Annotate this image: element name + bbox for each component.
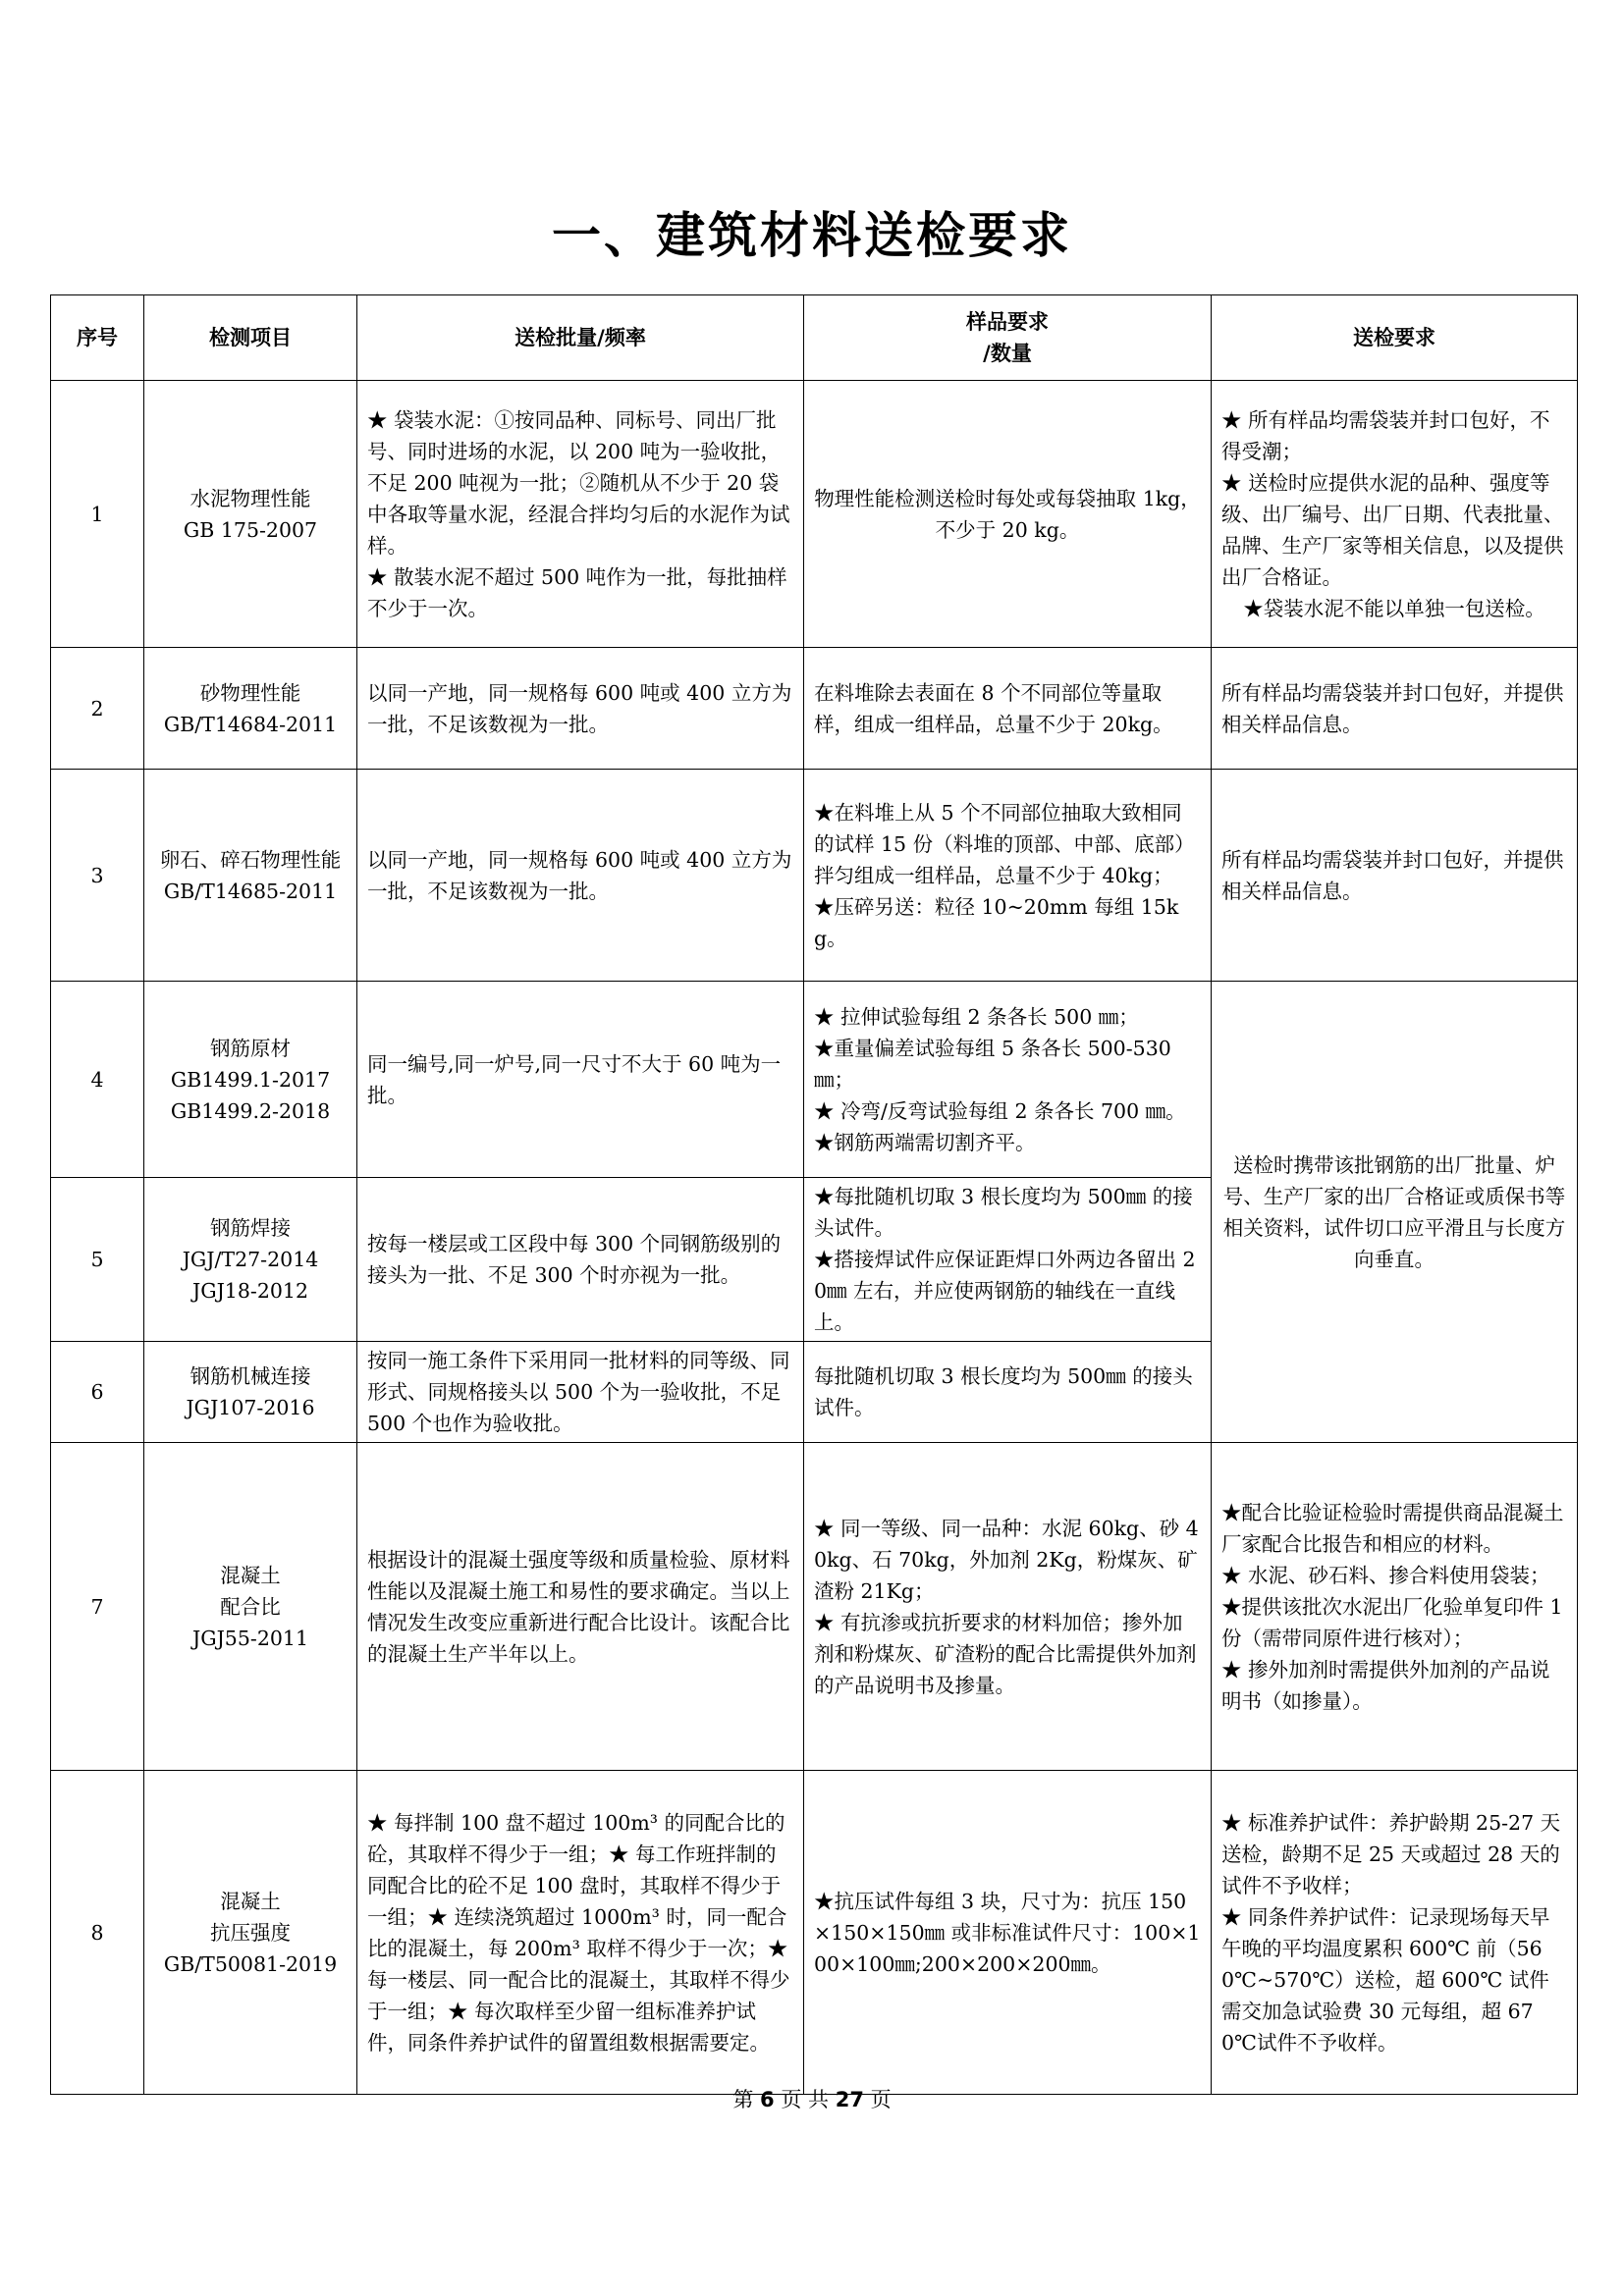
sample-line: ★ 有抗渗或抗折要求的材料加倍；掺外加剂和粉煤灰、矿渣粉的配合比需提供外加剂的产品说明书及掺量。 [814,1610,1197,1697]
cell-item [144,1443,357,1771]
item-line: JGJ107-2016 [186,1396,315,1419]
item-line: JGJ18-2012 [192,1279,308,1303]
sample-line: ★搭接焊试件应保证距焊口外两边各留出 20㎜ 左右，并应使两钢筋的轴线在一直线上。 [814,1248,1196,1334]
table-row [51,1771,1578,2095]
cell-requirement [1212,982,1578,1443]
footer-suffix: 页 [870,2088,892,2111]
item-line: JGJ55-2011 [192,1626,308,1650]
cell-no: 6 [51,1342,144,1443]
sample-line: 在料堆除去表面在 8 个不同部位等量取样，组成一组样品，总量不少于 20kg。 [814,680,1173,736]
item-line: GB1499.1-2017 [170,1067,331,1092]
cell-sample [804,381,1212,648]
cell-sample [804,770,1212,982]
cell-sample [804,982,1212,1178]
requirement-line: 所有样品均需袋装并封口包好，并提供相关样品信息。 [1221,680,1564,736]
requirement-line: 送检时携带该批钢筋的出厂批量、炉号、生产厂家的出厂合格证或质保书等相关资料，试件切口应平滑且与长度方向垂直。 [1222,1152,1566,1271]
cell-batch [357,648,804,770]
cell-item [144,770,357,982]
cell-requirement [1212,1443,1578,1771]
table-header-row [51,295,1578,381]
header-item: 检测项目 [144,295,357,381]
cell-no: 2 [51,648,144,770]
cell-batch [357,982,804,1178]
cell-sample [804,1342,1212,1443]
page-footer [0,2084,1624,2113]
sample-line: ★压碎另送：粒径 10~20mm 每组 15kg。 [814,894,1179,950]
item-line: GB1499.2-2018 [170,1098,331,1123]
cell-batch [357,1342,804,1443]
cell-no: 8 [51,1771,144,2095]
item-line: 抗压强度 [210,1920,291,1945]
item-line: JGJ/T27-2014 [182,1248,319,1271]
requirement-line: ★ 标准养护试件：养护龄期 25-27 天送检，龄期不足 25 天或超过 28 天的试件不予收样； [1221,1810,1561,1897]
item-line: 配合比 [220,1594,281,1619]
cell-batch [357,1443,804,1771]
cell-item [144,982,357,1178]
footer-page-number: 6 [760,2088,775,2111]
cell-sample [804,1771,1212,2095]
batch-line: ★ 散装水泥不超过 500 吨作为一批，每批抽样不少于一次。 [367,564,787,620]
cell-requirement [1212,770,1578,982]
header-batch: 送检批量/频率 [357,295,804,381]
cell-requirement [1212,648,1578,770]
batch-line: 同一编号,同一炉号,同一尺寸不大于 60 吨为一批。 [367,1051,782,1107]
item-line: 水泥物理性能 [189,486,311,510]
table-row [51,381,1578,648]
item-line: 混凝土 [220,1563,281,1587]
header-sample-line: 样品要求 [966,310,1049,334]
item-line: 砂物理性能 [199,680,301,705]
cell-sample [804,1178,1212,1342]
requirement-line: ★ 所有样品均需袋装并封口包好，不得受潮； [1221,407,1550,463]
batch-line: 按每一楼层或工区段中每 300 个同钢筋级别的接头为一批、不足 300 个时亦视为一批。 [367,1232,782,1287]
batch-line: ★ 每拌制 100 盘不超过 100m³ 的同配合比的砼，其取样不得少于一组；★ 每工作班拌制的同配合比的砼不足 100 盘时，其取样不得少于一组；★ 连续浇筑超过 1000m³ 时，同一配合比的混凝土，每 200m³ 取样不得少于一次；★ 每一楼层、同一配合比的混凝土，其取样不得少于一组；★ 每次取样至少留一组标准养护试件，同条件养护试件的留置组数根据需要定。 [367,1810,790,2055]
cell-item [144,1342,357,1443]
batch-line: 以同一产地，同一规格每 600 吨或 400 立方为一批，不足该数视为一批。 [367,847,792,903]
sample-line: ★抗压试件每组 3 块，尺寸为：抗压 150×150×150㎜ 或非标准试件尺寸：100×100×100㎜;200×200×200㎜。 [814,1889,1201,1976]
sample-line: 物理性能检测送检时每处或每袋抽取 1kg，不少于 20 kg。 [814,486,1201,542]
cell-item [144,648,357,770]
cell-batch [357,770,804,982]
page-title: 一、建筑材料送检要求 [552,207,1072,264]
cell-item [144,1178,357,1342]
cell-no: 1 [51,381,144,648]
requirement-line: ★ 掺外加剂时需提供外加剂的产品说明书（如掺量）。 [1221,1657,1550,1713]
sample-line: ★钢筋两端需切割齐平。 [814,1130,1036,1154]
requirement-line: ★袋装水泥不能以单独一包送检。 [1243,596,1545,620]
table-row [51,1443,1578,1771]
cell-requirement [1212,1771,1578,2095]
header-sample [804,295,1212,381]
sample-line: ★ 拉伸试验每组 2 条各长 500 ㎜； [814,1004,1139,1029]
header-sample-line: /数量 [983,342,1032,365]
sample-line: ★ 同一等级、同一品种：水泥 60kg、砂 40kg、石 70kg，外加剂 2Kg，粉煤灰、矿渣粉 21Kg； [814,1516,1199,1603]
item-line: 钢筋原材 [210,1036,291,1060]
cell-no: 7 [51,1443,144,1771]
table-row [51,982,1578,1178]
requirement-line: ★ 水泥、砂石料、掺合料使用袋装； [1221,1563,1550,1587]
requirement-line: ★提供该批次水泥出厂化验单复印件 1 份（需带同原件进行核对）； [1221,1594,1563,1650]
sample-line: 每批随机切取 3 根长度均为 500㎜ 的接头试件。 [814,1364,1193,1419]
cell-requirement [1212,381,1578,648]
sample-line: ★在料堆上从 5 个不同部位抽取大致相同的试样 15 份（料堆的顶部、中部、底部）拌匀组成一组样品，总量不少于 40kg； [814,800,1195,887]
requirement-line: 所有样品均需袋装并封口包好，并提供相关样品信息。 [1221,847,1564,903]
cell-no: 5 [51,1178,144,1342]
table-row [51,770,1578,982]
item-line: 钢筋机械连接 [189,1364,311,1388]
table-row [51,648,1578,770]
item-line: GB 175-2007 [183,517,318,542]
item-line: GB/T14684-2011 [163,712,338,736]
cell-sample [804,1443,1212,1771]
footer-total-pages: 27 [835,2088,864,2111]
batch-line: 以同一产地，同一规格每 600 吨或 400 立方为一批，不足该数视为一批。 [367,680,792,736]
cell-item [144,1771,357,2095]
requirement-line: ★ 送检时应提供水泥的品种、强度等级、出厂编号、出厂日期、代表批量、品牌、生产厂家等相关信息，以及提供出厂合格证。 [1221,470,1564,589]
footer-middle: 页 共 [781,2088,830,2111]
inspection-requirements-table [50,294,1578,2095]
cell-batch [357,381,804,648]
item-line: 卵石、碎石物理性能 [159,847,342,872]
sample-line: ★ 冷弯/反弯试验每组 2 条各长 700 ㎜。 [814,1098,1186,1123]
sample-line: ★重量偏差试验每组 5 条各长 500-530 ㎜； [814,1036,1171,1092]
item-line: GB/T50081-2019 [163,1951,338,1976]
cell-batch [357,1771,804,2095]
item-line: 混凝土 [220,1889,281,1913]
footer-prefix: 第 [732,2088,754,2111]
cell-item [144,381,357,648]
sample-line: ★每批随机切取 3 根长度均为 500㎜ 的接头试件。 [814,1185,1193,1240]
requirement-line: ★配合比验证检验时需提供商品混凝土厂家配合比报告和相应的材料。 [1221,1500,1564,1556]
header-no: 序号 [51,295,144,381]
cell-batch [357,1178,804,1342]
item-line: 钢筋焊接 [210,1216,291,1240]
item-line: GB/T14685-2011 [163,879,338,903]
cell-no: 4 [51,982,144,1178]
header-requirement: 送检要求 [1212,295,1578,381]
cell-sample [804,648,1212,770]
batch-line: 根据设计的混凝土强度等级和质量检验、原材料性能以及混凝土施工和易性的要求确定。当以上情况发生改变应重新进行配合比设计。该配合比的混凝土生产半年以上。 [367,1547,790,1666]
cell-no: 3 [51,770,144,982]
batch-line: 按同一施工条件下采用同一批材料的同等级、同形式、同规格接头以 500 个为一验收批，不足 500 个也作为验收批。 [367,1349,790,1435]
requirement-line: ★ 同条件养护试件：记录现场每天早午晚的平均温度累积 600℃ 前（560℃~570℃）送检，超 600℃ 试件需交加急试验费 30 元每组，超 670℃试件不予收样。 [1221,1904,1550,2055]
batch-line: ★ 袋装水泥：①按同品种、同标号、同出厂批号、同时进场的水泥，以 200 吨为一验收批，不足 200 吨视为一批；②随机从不少于 20 袋中各取等量水泥，经混合拌均匀后的水泥作为试样。 [367,407,790,558]
